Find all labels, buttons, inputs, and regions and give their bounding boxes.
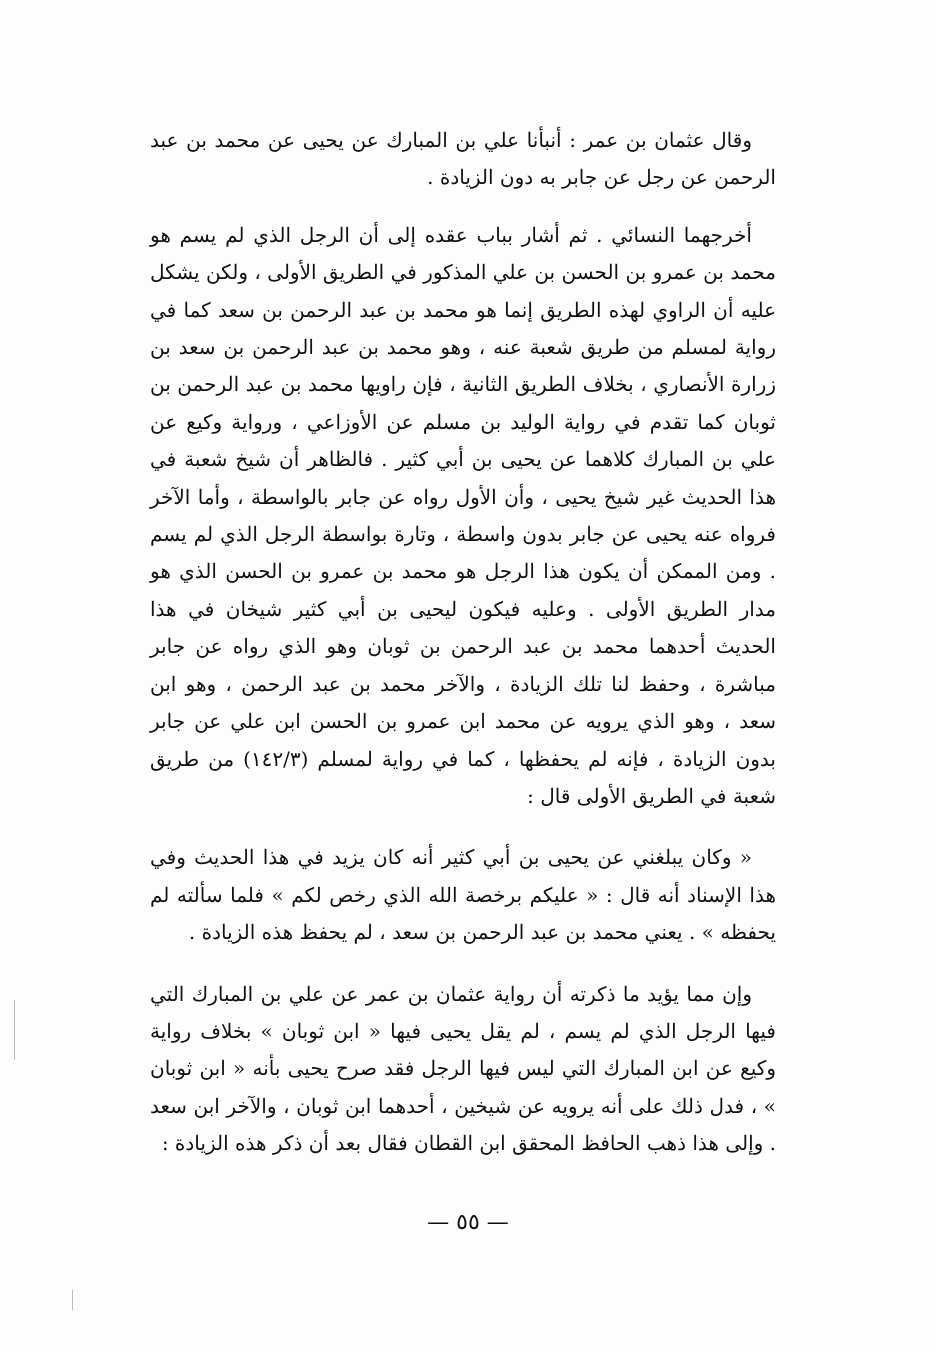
paragraph-3-quote: « وكان يبلغني عن يحيى بن أبي كثير أنه كان يزيد في هذا الحديث وفي هذا الإسناد أنه قال : « عليكم برخصة الله الذي رخص لكم » فلما سألته لم يحفظه » . يعني محمد بن عبد الرحمن بن سعد ، لم يحفظ هذه الزيادة . bbox=[150, 845, 776, 945]
paragraph-1: وقال عثمان بن عمر : أنبأنا علي بن المبارك عن يحيى عن محمد بن عبد الرحمن عن رجل عن جابر به دون الزيادة . bbox=[150, 128, 776, 190]
page-number: — ٥٥ — bbox=[427, 1210, 509, 1235]
scan-margin-mark bbox=[72, 1290, 73, 1310]
page-body-text bbox=[150, 122, 776, 1163]
paragraph-2: أخرجهما النسائي . ثم أشار بباب عقده إلى أن الرجل الذي لم يسم هو محمد بن عمرو بن الحسن بن علي المذكور في الطريق الأولى ، ولكن يشكل عليه أن الراوي لهذه الطريق إنما هو محمد بن عبد الرحمن بن سعد كما في رواية لمسلم من طريق شعبة عنه ، وهو محمد بن عبد الرحمن بن سعد بن زرارة الأنصاري ، بخلاف الطريق الثانية ، فإن راويها محمد بن عبد الرحمن بن ثوبان كما تقدم في رواية الوليد بن مسلم عن الأوزاعي ، ورواية وكيع عن علي بن المبارك كلاهما عن يحيى بن أبي كثير . فالظاهر أن شيخ شعبة في هذا الحديث غير شيخ يحيى ، وأن الأول رواه عن جابر بالواسطة ، وأما الآخر فرواه عنه يحيى عن جابر بدون واسطة ، وتارة بواسطة الرجل الذي لم يسم . ومن الممكن أن يكون هذا الرجل هو محمد بن عمرو بن الحسن الذي هو مدار الطريق الأولى . وعليه فيكون ليحيى بن أبي كثير شيخان في هذا الحديث أحدهما محمد بن عبد الرحمن بن ثوبان وهو الذي رواه عن جابر مباشرة ، وحفظ لنا تلك الزيادة ، والآخر محمد بن عبد الرحمن ، وهو ابن سعد ، وهو الذي يرويه عن محمد ابن عمرو بن الحسن ابن علي عن جابر بدون الزيادة ، فإنه لم يحفظها ، كما في رواية لمسلم (١٤٢/٣) من طريق شعبة في الطريق الأولى قال : bbox=[150, 222, 777, 808]
scan-margin-mark bbox=[14, 1000, 15, 1060]
paragraph-4: وإن مما يؤيد ما ذكرته أن رواية عثمان بن عمر عن علي بن المبارك التي فيها الرجل الذي لم يسم ، لم يقل يحيى فيها « ابن ثوبان » بخلاف رواية وكيع عن ابن المبارك التي ليس فيها الرجل فقد صرح يحيى بأنه « ابن ثوبان » ، فدل ذلك على أنه يرويه عن شيخين ، أحدهما ابن ثوبان ، والآخر ابن سعد . وإلى هذا ذهب الحافظ المحقق ابن القطان فقال بعد أن ذكر هذه الزيادة : bbox=[150, 981, 776, 1156]
